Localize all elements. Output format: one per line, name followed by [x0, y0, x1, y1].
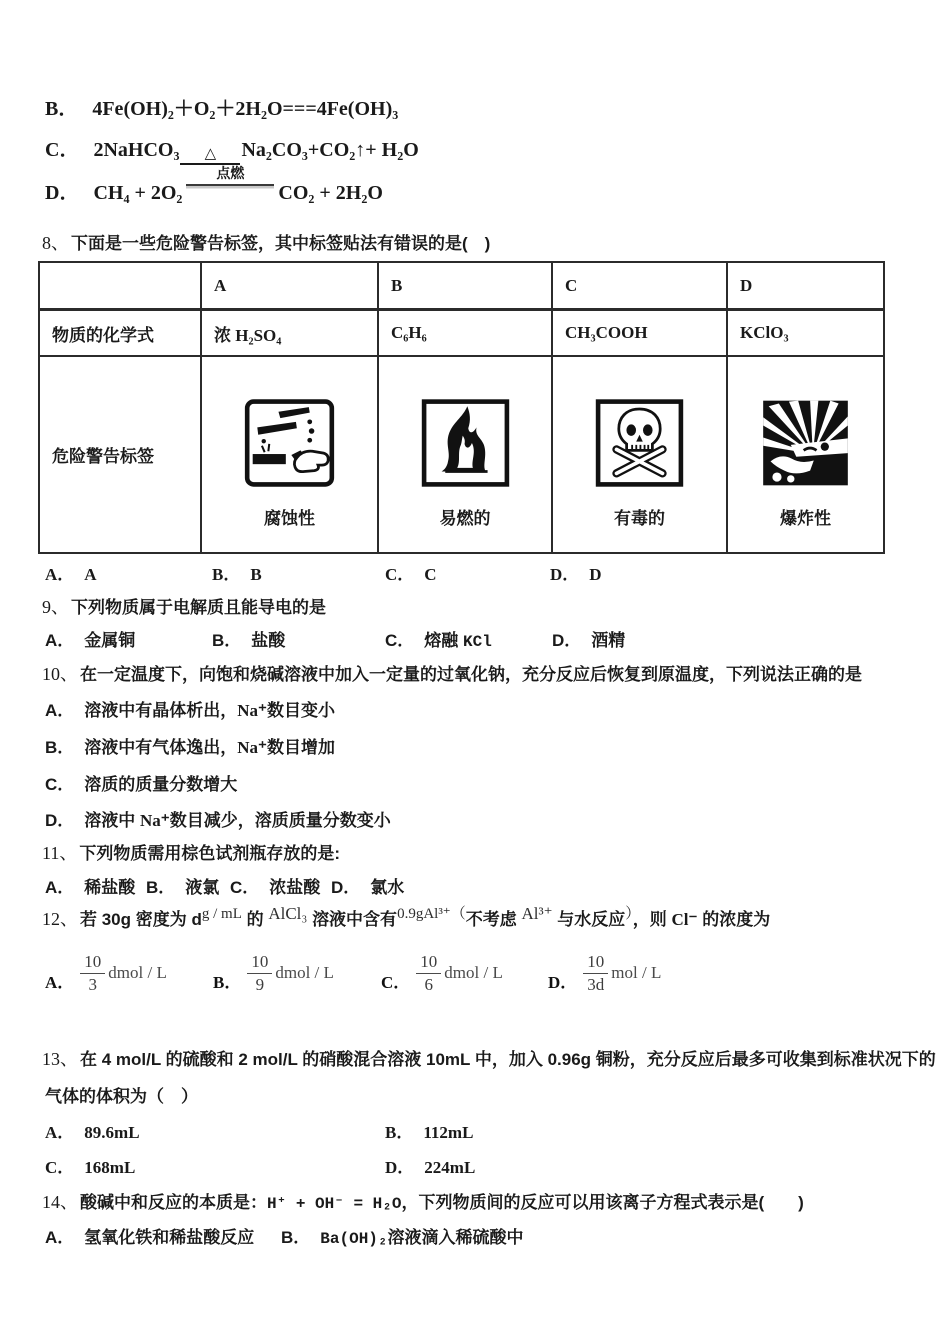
question-number: 14、	[42, 1192, 78, 1212]
option-text: 数目增加	[267, 738, 336, 757]
question-number: 10、	[42, 664, 78, 684]
option-text: 熔融	[424, 631, 464, 650]
option-label: C．	[45, 139, 80, 161]
table-header-b: B	[378, 262, 552, 310]
ignite-condition: 点燃	[186, 163, 274, 186]
question-text: ，下列物质间的反应可以用该离子方程式表示是( )	[401, 1193, 804, 1212]
equation-right: Na₂CO₃+CO₂↑+ H₂O	[241, 139, 419, 161]
fraction-unit: mol / L	[611, 962, 662, 982]
fraction-denominator: 9	[255, 975, 265, 995]
equation-right: CO₂ + 2H₂O	[278, 182, 383, 204]
question-8-stem	[42, 229, 490, 255]
question-text: 的	[246, 910, 264, 929]
option-text: 盐酸	[251, 631, 286, 650]
option-label: C．	[45, 1158, 75, 1177]
question-9-stem	[42, 593, 326, 619]
fraction-numerator: 10	[416, 952, 441, 974]
question-text: 气体的体积为（ ）	[45, 1087, 198, 1106]
q12-option-c	[381, 952, 503, 996]
formula-cell-b: C₆H₆	[378, 310, 552, 357]
question-10-stem	[42, 660, 862, 686]
option-text: 溶质的质量分数增大	[84, 775, 238, 794]
equation-option-b	[45, 92, 398, 121]
option-formula: Na⁺	[237, 701, 268, 720]
option-text: 金属铜	[84, 631, 136, 650]
question-text: 不考虑	[465, 910, 517, 929]
option-label: B．	[212, 631, 242, 650]
density-unit-superscript: g / mL	[201, 906, 242, 922]
chemical-equation: 4Fe(OH)₂＋O₂＋2H₂O===4Fe(OH)₃	[92, 98, 399, 120]
option-label: B．	[385, 1123, 414, 1142]
option-label: A．	[45, 972, 75, 992]
option-label: D．	[45, 811, 75, 830]
fraction-numerator: 10	[583, 952, 608, 974]
icon-cell-c	[552, 356, 727, 553]
option-value: C	[424, 565, 437, 584]
option-text: 数目减少，溶质质量分数变小	[169, 811, 391, 830]
option-formula: KCl	[463, 633, 492, 651]
formula-row-label: 物质的化学式	[39, 310, 201, 357]
option-label: C．	[385, 631, 415, 650]
fraction-numerator: 10	[80, 952, 105, 974]
hazard-label-text: 腐蚀性	[264, 509, 315, 528]
q13-option-c	[45, 1153, 135, 1178]
question-14-stem	[42, 1188, 804, 1214]
q11-option-d	[331, 873, 404, 898]
question-number: 9、	[42, 597, 69, 617]
delta-condition: △	[180, 147, 240, 165]
option-text: 酒精	[591, 631, 626, 650]
equation-option-c	[45, 133, 419, 165]
q8-answer-d	[550, 560, 602, 585]
question-text: 在一定温度下，向饱和烧碱溶液中加入一定量的过氧化钠，充分反应后恢复到原温度，下列说法正确的是	[80, 665, 862, 684]
q10-option-a	[45, 696, 335, 721]
fraction-unit: dmol / L	[444, 962, 503, 982]
option-text: 溶液滴入稀硫酸中	[387, 1228, 524, 1247]
option-label: B．	[212, 565, 241, 584]
option-label: C．	[45, 775, 75, 794]
option-label: D．	[552, 631, 582, 650]
option-value: 168mL	[84, 1158, 136, 1177]
icon-row-label: 危险警告标签	[39, 356, 201, 553]
fraction-denominator: 3	[88, 975, 98, 995]
question-number: 13、	[42, 1049, 78, 1069]
q8-answer-a	[45, 560, 97, 585]
option-label: C．	[230, 878, 260, 897]
option-label: A．	[45, 1228, 75, 1247]
option-formula: Na⁺	[237, 738, 268, 757]
option-label: A．	[45, 878, 75, 897]
q13-option-a	[45, 1118, 140, 1143]
formula-cell-a: 浓 H₂SO₄	[201, 310, 378, 357]
explosive-icon	[758, 397, 853, 489]
option-value: D	[589, 565, 602, 584]
close-paren-superscript: ）	[625, 906, 633, 922]
icon-cell-d	[727, 356, 884, 553]
q12-option-a	[45, 952, 167, 996]
question-number: 11、	[42, 843, 78, 863]
q11-option-b	[146, 873, 219, 898]
equation-left: 2NaHCO₃	[93, 139, 180, 161]
option-text: 氯水	[370, 878, 405, 897]
option-formula: Ba(OH)₂	[320, 1230, 388, 1248]
option-formula: Na⁺	[140, 811, 170, 830]
question-number: 12、	[42, 909, 78, 929]
option-value: B	[250, 565, 262, 584]
equation-option-d	[45, 165, 383, 205]
icon-cell-a	[201, 356, 378, 553]
question-text: ，则	[632, 910, 672, 929]
option-text: 溶液中有气体逸出，	[84, 738, 238, 757]
fraction	[583, 952, 608, 996]
option-label: A．	[45, 701, 75, 720]
fraction-unit: dmol / L	[108, 962, 167, 982]
question-13-stem-line1	[42, 1045, 936, 1071]
alcl3-formula: AlCl₃	[268, 904, 308, 923]
q10-option-c	[45, 770, 237, 795]
q9-option-a	[45, 626, 135, 651]
option-text: 氢氧化铁和稀盐酸反应	[84, 1228, 255, 1247]
option-value: 224mL	[424, 1158, 476, 1177]
option-text: 浓盐酸	[269, 878, 321, 897]
option-label: D．	[331, 878, 361, 897]
fraction-unit: dmol / L	[275, 962, 334, 982]
question-text: 下列物质属于电解质且能导电的是	[71, 598, 326, 617]
q13-option-d	[385, 1153, 475, 1178]
flammable-icon	[418, 397, 513, 489]
option-value: 112mL	[423, 1123, 474, 1142]
question-text: 酸碱中和反应的本质是：	[80, 1193, 267, 1212]
hazard-label-table	[38, 261, 885, 554]
option-label: D．	[548, 972, 578, 992]
option-value: A	[84, 565, 97, 584]
option-text: 溶液中	[84, 811, 141, 830]
option-label: A．	[45, 631, 75, 650]
q9-option-d	[552, 626, 625, 651]
table-header-d: D	[727, 262, 884, 310]
option-label: D．	[45, 182, 80, 204]
option-label: D．	[550, 565, 580, 584]
table-header-a: A	[201, 262, 378, 310]
formula-cell-d: KClO₃	[727, 310, 884, 357]
q9-option-b	[212, 626, 285, 651]
option-text: 数目变小	[267, 701, 336, 720]
fraction-denominator: 3d	[587, 975, 605, 995]
question-11-stem	[42, 839, 340, 865]
fraction	[416, 952, 441, 996]
icon-cell-b	[378, 356, 552, 553]
option-text: 液氯	[185, 878, 220, 897]
option-label: A．	[45, 1123, 75, 1142]
option-label: A．	[45, 565, 75, 584]
option-label: B．	[45, 738, 75, 757]
option-label: B．	[45, 98, 79, 120]
option-value: 89.6mL	[84, 1123, 140, 1142]
question-text: 在 4 mol/L 的硫酸和 2 mol/L 的硝酸混合溶液 10mL 中，加入 0.96g 铜粉，充分反应后最多可收集到标准状况下的	[80, 1050, 936, 1069]
question-12-stem	[42, 905, 770, 931]
option-label: B．	[146, 878, 176, 897]
q12-option-b	[213, 952, 334, 996]
table-corner-cell	[39, 262, 201, 310]
question-13-stem-line2	[45, 1082, 198, 1107]
fraction-denominator: 6	[424, 975, 434, 995]
q9-option-c	[385, 626, 492, 651]
equation-left: CH₄ + 2O₂	[93, 182, 183, 204]
question-text: 溶液中含有	[312, 910, 398, 929]
toxic-icon	[592, 397, 687, 489]
question-text: 的浓度为	[697, 910, 771, 929]
hazard-label-text: 易燃的	[439, 509, 491, 528]
fraction	[247, 952, 272, 996]
q14-option-a	[45, 1228, 254, 1247]
table-icon-row	[39, 356, 884, 553]
ignite-condition-wrap	[182, 165, 278, 199]
q10-option-d	[45, 806, 391, 831]
q10-option-b	[45, 733, 335, 758]
q8-answer-b	[212, 560, 262, 585]
option-label: B．	[281, 1228, 311, 1247]
option-label: B．	[213, 972, 242, 992]
formula-cell-c: CH₃COOH	[552, 310, 727, 357]
question-text: 下列物质需用棕色试剂瓶存放的是:	[79, 844, 341, 863]
option-text: 溶液中有晶体析出，	[84, 701, 238, 720]
cl-ion-formula: Cl⁻	[671, 910, 698, 929]
option-label: D．	[385, 1158, 415, 1177]
option-text: 稀盐酸	[84, 878, 136, 897]
q14-options-row	[45, 1223, 524, 1248]
q12-option-d	[548, 952, 661, 996]
corrosive-icon	[242, 397, 337, 489]
hazard-label-text: 爆炸性	[780, 509, 831, 528]
q14-option-b	[281, 1228, 524, 1247]
fraction-numerator: 10	[247, 952, 272, 974]
al-ion-formula: Al³⁺	[521, 904, 553, 923]
question-number: 8、	[42, 233, 69, 253]
q11-option-c	[230, 873, 320, 898]
q13-option-b	[385, 1118, 473, 1143]
q8-answer-c	[385, 560, 437, 585]
al-mass-superscript: 0.9gAl³⁺（	[397, 906, 466, 922]
question-text: 与水反应	[557, 910, 626, 929]
question-text: 若 30g 密度为 d	[80, 910, 202, 929]
table-header-row	[39, 262, 884, 310]
q11-option-a	[45, 873, 135, 898]
option-label: C．	[381, 972, 411, 992]
question-text: 下面是一些危险警告标签，其中标签贴法有错误的是( )	[71, 234, 491, 253]
table-formula-row	[39, 310, 884, 357]
fraction	[80, 952, 105, 996]
option-label: C．	[385, 565, 415, 584]
table-header-c: C	[552, 262, 727, 310]
hazard-label-text: 有毒的	[614, 509, 665, 528]
neutralization-ionic-equation: H⁺ + OH⁻ = H₂O	[267, 1195, 402, 1213]
